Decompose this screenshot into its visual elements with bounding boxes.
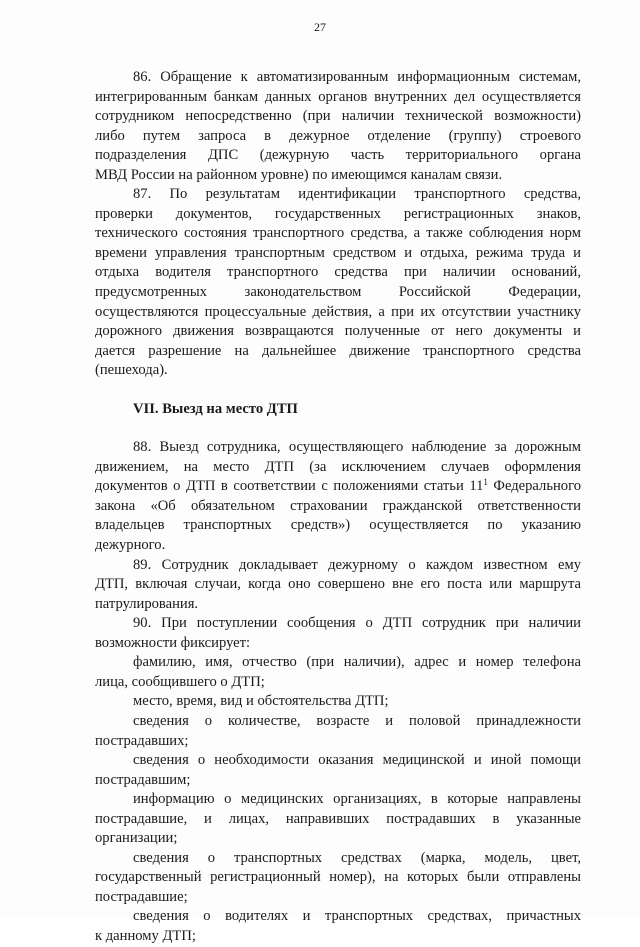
text-line xyxy=(95,771,581,791)
text-line xyxy=(95,497,581,517)
text-line xyxy=(95,107,581,127)
text-line-content: ДТП, включая случаи, когда оно совершено вне его поста или маршрута xyxy=(95,576,581,593)
page-number: 27 xyxy=(314,20,326,34)
text-line xyxy=(95,634,581,654)
text-line xyxy=(95,185,581,205)
text-line xyxy=(95,614,581,634)
text-line xyxy=(95,458,581,478)
text-line-content: 90. При поступлении сообщения о ДТП сотрудник при наличии xyxy=(133,615,581,632)
text-line-content: МВД России на районном уровне) по имеющимся каналам связи. xyxy=(95,166,503,183)
spacer xyxy=(95,381,581,400)
text-line-content: информацию о медицинских организациях, в которые направлены xyxy=(133,791,581,808)
text-line xyxy=(95,438,581,458)
text-line xyxy=(95,146,581,166)
text-line-content: осуществляются процессуальные действия, а при их отсутствии участнику xyxy=(95,303,581,320)
text-line-content: интегрированным банкам данных органов внутренних дел осуществляется xyxy=(95,88,581,105)
text-line-content: лица, сообщившего о ДТП; xyxy=(95,673,265,690)
text-line-content: 88. Выезд сотрудника, осуществляющего наблюдение за дорожным xyxy=(133,439,581,456)
text-line xyxy=(95,68,581,88)
text-line-content: отдыха водителя транспортного средства при наличии оснований, xyxy=(95,264,581,281)
text-line-tail: Федерального xyxy=(487,478,581,495)
text-line-content: фамилию, имя, отчество (при наличии), адрес и номер телефона xyxy=(133,654,581,671)
text-line-content: закона «Об обязательном страховании гражданской ответственности xyxy=(95,497,581,514)
text-line-content: к данному ДТП; xyxy=(95,927,196,944)
text-line-content: место, время, вид и обстоятельства ДТП; xyxy=(133,693,389,710)
text-line xyxy=(95,751,581,771)
text-line xyxy=(95,263,581,283)
text-line xyxy=(95,907,581,927)
spacer xyxy=(95,419,581,438)
superscript: 1 xyxy=(483,477,488,488)
text-line xyxy=(95,516,581,536)
text-line xyxy=(95,224,581,244)
section-heading: VII. Выезд на место ДТП xyxy=(133,400,298,417)
text-line xyxy=(95,868,581,888)
text-line-content: подразделения ДПС (дежурную часть территориального органа xyxy=(95,147,581,164)
text-line xyxy=(95,595,581,615)
text-line-content: сотрудником непосредственно (при наличии технической возможности) xyxy=(95,108,581,125)
text-line-content: движением, на место ДТП (за исключением случаев оформления xyxy=(95,458,581,475)
text-line-content: документов о ДТП в соответствии с положениями статьи 11 xyxy=(95,478,484,495)
text-line-content: технического состояния транспортного средства, а также соблюдения норм xyxy=(95,225,581,242)
text-line-content: проверки документов, государственных регистрационных знаков, xyxy=(95,205,581,222)
text-line-content: пострадавших; xyxy=(95,732,189,749)
text-line xyxy=(95,810,581,830)
text-line-content: либо путем запроса в дежурное отделение (группу) строевого xyxy=(95,127,581,144)
text-line xyxy=(95,283,581,303)
text-line-content: сведения о количестве, возрасте и половой принадлежности xyxy=(133,712,581,729)
text-line-content: 86. Обращение к автоматизированным информационным системам, xyxy=(133,69,581,85)
text-line-content: владельцев транспортных средств») осуществляется по указанию xyxy=(95,517,581,534)
text-line xyxy=(95,361,581,381)
text-line-content: дается разрешение на дальнейшее движение транспортного средства xyxy=(95,342,581,359)
text-line-content: патрулирования. xyxy=(95,595,199,612)
text-line xyxy=(95,575,581,595)
text-line xyxy=(95,127,581,147)
text-line-content: 89. Сотрудник докладывает дежурному о каждом известном ему xyxy=(133,556,581,573)
text-line-content: (пешехода). xyxy=(95,362,168,379)
document-body xyxy=(95,68,581,947)
text-line xyxy=(95,303,581,323)
text-line xyxy=(95,673,581,693)
text-line-content: государственный регистрационный номер), на которых были отправлены xyxy=(95,869,581,886)
text-line xyxy=(95,166,581,186)
text-line xyxy=(95,712,581,732)
text-line-content: пострадавшие, и лицах, направивших пострадавших в указанные xyxy=(95,810,581,827)
text-line-content: возможности фиксирует: xyxy=(95,634,251,651)
text-line-content: сведения о транспортных средствах (марка, модель, цвет, xyxy=(133,849,581,866)
text-block-after-heading xyxy=(95,438,581,946)
text-line xyxy=(95,790,581,810)
text-line-content: 87. По результатам идентификации транспортного средства, xyxy=(133,186,581,203)
text-line-content: организации; xyxy=(95,830,178,847)
text-line xyxy=(95,322,581,342)
text-line xyxy=(95,732,581,752)
text-line xyxy=(95,927,581,947)
text-line xyxy=(95,849,581,869)
text-line xyxy=(95,888,581,908)
text-line xyxy=(95,536,581,556)
text-line-content: времени управления транспортным средством и отдыха, режима труда и xyxy=(95,244,581,261)
text-line-content: сведения о водителях и транспортных средствах, причастных xyxy=(133,908,581,925)
text-line-content: дежурного. xyxy=(95,537,166,554)
text-line-content: предусмотренных законодательством Российской Федерации, xyxy=(95,284,581,301)
text-line-content: пострадавшие; xyxy=(95,888,188,905)
text-line xyxy=(95,342,581,362)
text-line xyxy=(95,244,581,264)
text-line-content: дорожного движения возвращаются полученные от него документы и xyxy=(95,323,581,340)
text-line-content: сведения о необходимости оказания медицинской и иной помощи xyxy=(133,752,581,769)
text-line xyxy=(95,205,581,225)
text-line xyxy=(95,477,581,497)
text-line xyxy=(95,829,581,849)
text-line-content: пострадавшим; xyxy=(95,771,191,788)
text-line xyxy=(95,692,581,712)
text-line xyxy=(95,556,581,576)
text-line xyxy=(95,653,581,673)
text-block-before-heading xyxy=(95,68,581,381)
text-line xyxy=(95,88,581,108)
